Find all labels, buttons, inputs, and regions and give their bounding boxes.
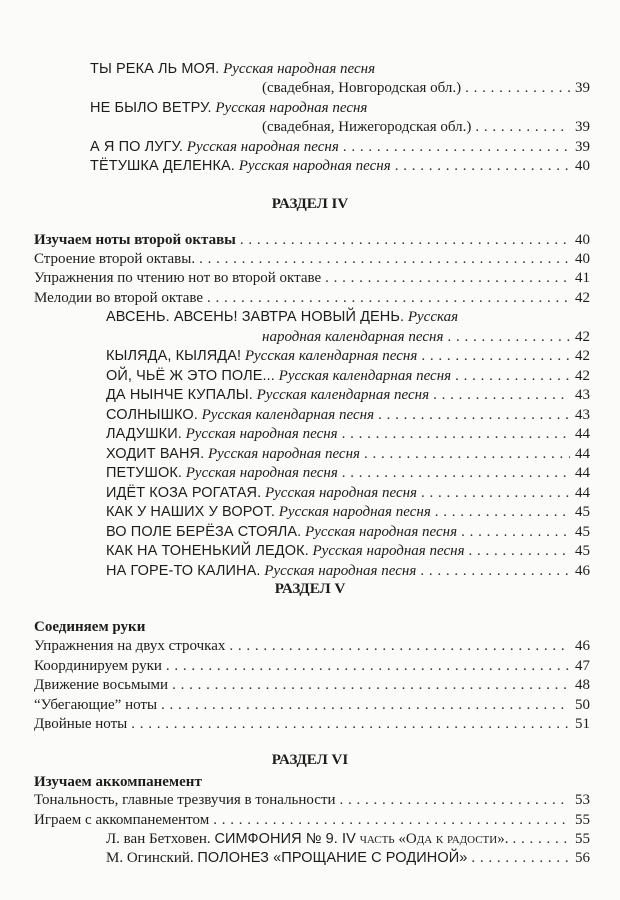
page-number: 40 <box>575 158 590 174</box>
song-title: ИДЁТ КОЗА РОГАТАЯ. <box>106 484 262 501</box>
dot-leader <box>455 367 570 386</box>
dot-leader <box>475 118 570 137</box>
dot-leader <box>378 406 570 425</box>
dot-leader <box>131 715 570 734</box>
song-subtitle: Русская народная песня <box>305 523 458 540</box>
toc-song-entry <box>106 503 590 522</box>
toc-item-entry <box>34 676 590 695</box>
song-subtitle: Русская народная песня <box>186 139 339 155</box>
toc-song-entry <box>106 347 590 366</box>
song-subtitle: Русская народная песня <box>264 484 418 501</box>
dot-leader <box>465 79 570 98</box>
dot-leader <box>421 347 570 366</box>
item-title: “Убегающие” ноты <box>34 696 158 713</box>
item-title: Тональность, главные трезвучия в тональности <box>34 792 336 808</box>
dot-leader <box>435 503 570 522</box>
page-number: 41 <box>575 270 590 287</box>
song-subtitle: Русская народная песня <box>264 562 417 579</box>
page-number: 44 <box>575 484 590 501</box>
toc-item-entry <box>34 715 590 734</box>
piece-tail: часть «Ода к радости». <box>359 831 509 847</box>
section-heading: РАЗДЕЛ IV <box>271 196 349 212</box>
song-note: (свадебная, Нижегородская обл.) <box>262 119 472 135</box>
song-subtitle: Русская народная песня <box>215 100 368 116</box>
dot-leader <box>172 676 570 695</box>
toc-song-entry <box>106 308 590 327</box>
song-title: НА ГОРЕ-ТО КАЛИНА. <box>106 562 261 579</box>
dot-leader <box>240 231 570 250</box>
toc-song-entry <box>106 523 590 542</box>
piece-title: ПОЛОНЕЗ «ПРОЩАНИЕ С РОДИНОЙ» <box>197 850 468 866</box>
toc-song-entry <box>90 138 590 157</box>
song-subtitle: Русская <box>407 309 459 325</box>
toc-song-continuation <box>262 328 590 347</box>
page-number: 45 <box>575 543 590 559</box>
section-heading: РАЗДЕЛ VI <box>271 752 349 768</box>
item-title: Движение восьмыми <box>34 677 169 693</box>
dot-leader <box>213 811 570 830</box>
dot-leader <box>340 791 570 810</box>
song-title: ТЁТУШКА ДЕЛЕНКА. <box>90 158 235 174</box>
page-number: 46 <box>575 638 590 654</box>
song-title: КАК У НАШИХ У ВОРОТ. <box>106 504 276 520</box>
page-number: 40 <box>575 251 590 267</box>
toc-item-entry <box>34 269 590 288</box>
song-subtitle-cont: народная календарная песня <box>262 329 444 345</box>
song-title: ДА НЫНЧЕ КУПАЛЫ. <box>106 387 253 403</box>
page-number: 42 <box>575 367 590 384</box>
page-number: 48 <box>575 677 590 693</box>
chapter-title: Изучаем аккомпанемент <box>34 774 202 790</box>
page-number: 45 <box>575 504 590 520</box>
toc-song-entry <box>106 445 590 464</box>
page-number: 44 <box>575 426 590 442</box>
item-title: Координируем руки <box>34 657 162 674</box>
page-number: 55 <box>575 831 590 847</box>
dot-leader <box>343 138 570 157</box>
piece-author: Л. ван Бетховен. <box>106 831 211 847</box>
page-number: 46 <box>575 562 590 579</box>
song-subtitle: Русская народная песня <box>312 543 465 559</box>
item-title: Играем с аккомпанементом <box>34 811 210 828</box>
page-number: 42 <box>575 329 590 345</box>
page-number: 42 <box>575 289 590 306</box>
song-title: СОЛНЫШКО. <box>106 406 198 423</box>
dot-leader <box>447 328 570 347</box>
page-number: 47 <box>575 657 590 674</box>
song-title: КАК НА ТОНЕНЬКИЙ ЛЕДОК. <box>106 543 309 559</box>
song-subtitle: Русская календарная песня <box>256 387 430 403</box>
song-title: НЕ БЫЛО ВЕТРУ. <box>90 100 212 116</box>
dot-leader <box>342 425 570 444</box>
piece-title: СИМФОНИЯ № 9. IV <box>214 831 356 847</box>
toc-song-entry <box>90 157 590 176</box>
song-title: КЫЛЯДА, КЫЛЯДА! <box>106 348 242 364</box>
toc-item-entry <box>34 696 590 715</box>
toc-item-entry <box>34 657 590 676</box>
dot-leader <box>395 157 570 176</box>
page-number: 44 <box>575 465 590 481</box>
item-title: Мелодии во второй октаве <box>34 289 203 306</box>
toc-song-entry <box>90 99 590 118</box>
dot-leader <box>199 250 570 269</box>
toc-song-entry <box>106 484 590 503</box>
item-title: Упражнения на двух строчках <box>34 638 226 654</box>
page-number: 43 <box>575 406 590 423</box>
song-title: ТЫ РЕКА ЛЬ МОЯ. <box>90 61 220 77</box>
dot-leader <box>469 542 570 561</box>
dot-leader <box>420 562 570 581</box>
dot-leader <box>342 464 570 483</box>
toc-song-entry <box>106 367 590 386</box>
page-number: 43 <box>575 387 590 403</box>
section-heading: РАЗДЕЛ V <box>274 581 346 597</box>
toc-item-entry <box>34 250 590 269</box>
page-number: 55 <box>575 811 590 828</box>
page-number: 40 <box>575 232 590 248</box>
toc-song-entry <box>106 542 590 561</box>
dot-leader <box>433 386 570 405</box>
page-number: 56 <box>575 850 590 866</box>
song-subtitle: Русская народная песня <box>238 158 391 174</box>
item-title: Упражнения по чтению нот во второй октаве <box>34 270 322 287</box>
item-title: Строение второй октавы. <box>34 251 196 267</box>
dot-leader <box>325 269 570 288</box>
song-subtitle: Русская народная песня <box>185 465 338 481</box>
dot-leader <box>512 830 570 849</box>
dot-leader <box>166 657 570 676</box>
toc-song-entry <box>106 386 590 405</box>
page-number: 53 <box>575 792 590 808</box>
dot-leader <box>229 637 570 656</box>
song-title: ХОДИТ ВАНЯ. <box>106 445 205 462</box>
song-subtitle: Русская народная песня <box>207 445 360 462</box>
song-subtitle: Русская народная песня <box>223 61 376 77</box>
toc-item-entry <box>34 811 590 830</box>
page-number: 50 <box>575 696 590 713</box>
song-title: АВСЕНЬ. АВСЕНЬ! ЗАВТРА НОВЫЙ ДЕНЬ. <box>106 309 405 325</box>
page-number: 39 <box>575 80 590 96</box>
song-subtitle: Русская народная песня <box>278 504 431 520</box>
song-title: ПЕТУШОК. <box>106 465 183 481</box>
song-title: А Я ПО ЛУГУ. <box>90 139 184 155</box>
song-subtitle: Русская календарная песня <box>201 406 375 423</box>
toc-song-entry <box>106 562 590 581</box>
toc-piece-entry <box>106 830 590 849</box>
toc-item-entry <box>34 791 590 810</box>
toc-song-entry <box>106 406 590 425</box>
dot-leader <box>161 696 570 715</box>
toc-song-entry <box>90 60 590 79</box>
toc-chapter-entry <box>34 231 590 250</box>
dot-leader <box>461 523 570 542</box>
toc-piece-entry <box>106 849 590 868</box>
toc-song-continuation <box>262 79 590 98</box>
song-subtitle: Русская народная песня <box>185 426 338 442</box>
song-note: (свадебная, Новгородская обл.) <box>262 80 462 96</box>
toc-song-continuation <box>262 118 590 137</box>
piece-author: М. Огинский. <box>106 850 194 866</box>
page-number: 39 <box>575 119 590 135</box>
page-number: 42 <box>575 348 590 364</box>
song-title: ОЙ, ЧЬЁ Ж ЭТО ПОЛЕ... <box>106 367 275 384</box>
page-number: 45 <box>575 523 590 540</box>
toc-item-entry <box>34 289 590 308</box>
page-number: 39 <box>575 139 590 155</box>
toc-song-entry <box>106 425 590 444</box>
dot-leader <box>471 849 570 868</box>
song-subtitle: Русская календарная песня <box>278 367 452 384</box>
song-subtitle: Русская календарная песня <box>244 348 418 364</box>
dot-leader <box>421 484 570 503</box>
toc-song-entry <box>106 464 590 483</box>
dot-leader <box>364 445 570 464</box>
song-title: ВО ПОЛЕ БЕРЁЗА СТОЯЛА. <box>106 523 302 540</box>
toc-item-entry <box>34 637 590 656</box>
dot-leader <box>207 289 570 308</box>
item-title: Двойные ноты <box>34 716 128 732</box>
page-number: 44 <box>575 445 590 462</box>
page-number: 51 <box>575 716 590 732</box>
song-title: ЛАДУШКИ. <box>106 426 182 442</box>
chapter-title: Соединяем руки <box>34 619 146 635</box>
chapter-title: Изучаем ноты второй октавы <box>34 232 236 248</box>
